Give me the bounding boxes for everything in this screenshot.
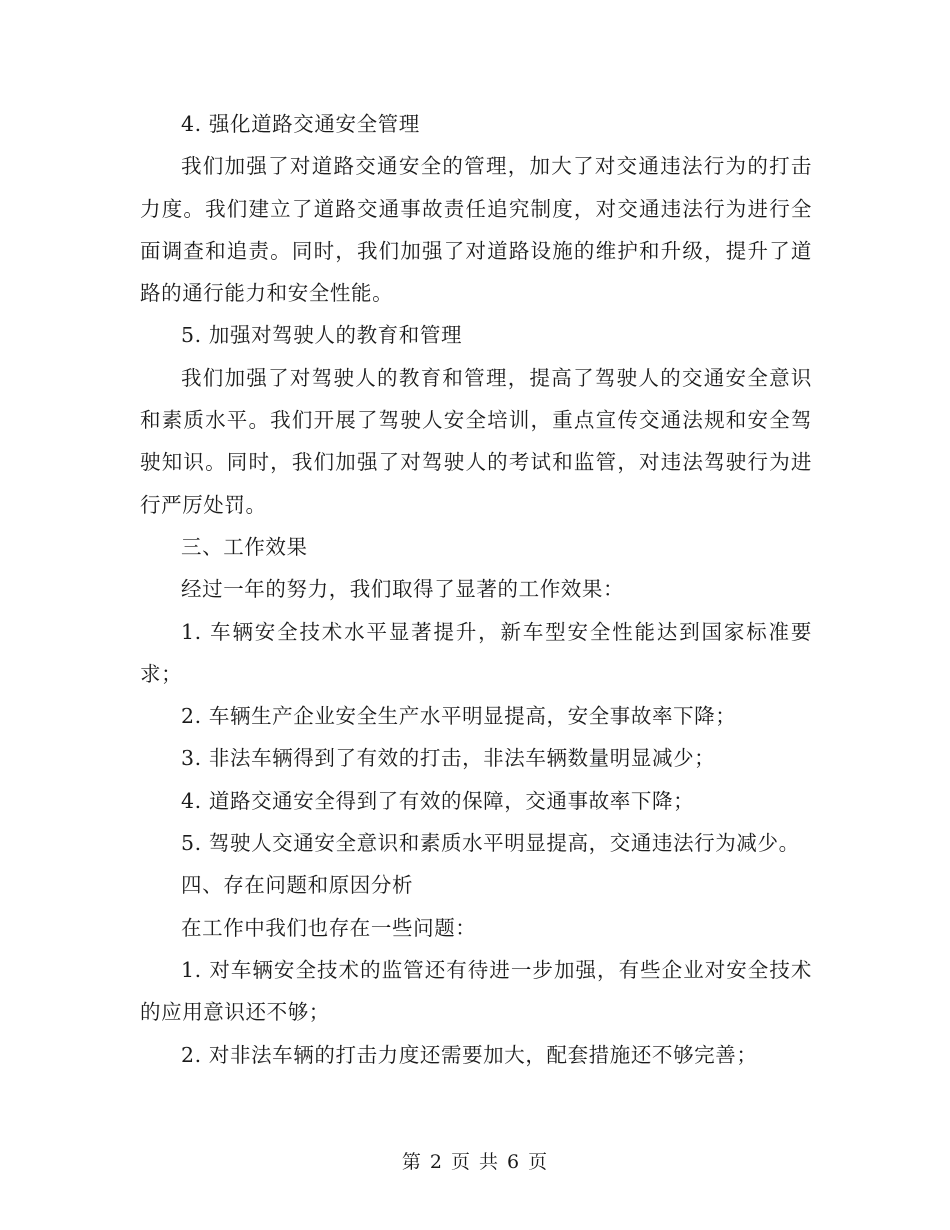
list-item: 2. 车辆生产企业安全生产水平明显提高，安全事故率下降； xyxy=(181,704,737,729)
document-body xyxy=(140,103,812,1076)
body-paragraph: 我们加强了对驾驶人的教育和管理，提高了驾驶人的交通安全意识和素质水平。我们开展了驾驶人安全培训，重点宣传交通法规和安全驾驶知识。同时，我们加强了对驾驶人的考试和监管，对违法驾驶行为进行严厉处罚。 xyxy=(140,365,812,517)
total-prefix: 共 xyxy=(479,1151,500,1173)
page-footer xyxy=(0,1147,950,1174)
page-prefix: 第 xyxy=(401,1151,422,1173)
total-label: 页 xyxy=(528,1151,549,1173)
list-item: 5. 驾驶人交通安全意识和素质水平明显提高，交通违法行为减少。 xyxy=(181,831,800,856)
current-page-number: 2 xyxy=(429,1151,443,1173)
list-item: 3. 非法车辆得到了有效的打击，非法车辆数量明显减少； xyxy=(181,746,716,771)
list-item: 1. 对车辆安全技术的监管还有待进一步加强，有些企业对安全技术的应用意识还不够； xyxy=(140,957,812,1025)
body-paragraph: 经过一年的努力，我们取得了显著的工作效果： xyxy=(181,577,625,602)
section-heading: 四、存在问题和原因分析 xyxy=(181,873,414,898)
list-item: 4. 道路交通安全得到了有效的保障，交通事故率下降； xyxy=(181,788,695,813)
page-label: 页 xyxy=(450,1151,471,1173)
list-item-heading: 4. 强化道路交通安全管理 xyxy=(181,112,420,136)
body-paragraph: 我们加强了对道路交通安全的管理，加大了对交通违法行为的打击力度。我们建立了道路交通事故责任追究制度，对交通违法行为进行全面调查和追责。同时，我们加强了对道路设施的维护和升级，提升了道路的通行能力和安全性能。 xyxy=(140,154,812,306)
list-item-heading: 5. 加强对驾驶人的教育和管理 xyxy=(181,323,463,348)
list-item: 2. 对非法车辆的打击力度还需要加大，配套措施还不够完善； xyxy=(181,1042,758,1067)
list-item: 1. 车辆安全技术水平显著提升，新车型安全性能达到国家标准要求； xyxy=(140,619,812,686)
body-paragraph: 在工作中我们也存在一些问题： xyxy=(181,915,477,940)
total-pages-number: 6 xyxy=(507,1151,521,1173)
section-heading: 三、工作效果 xyxy=(181,534,308,559)
